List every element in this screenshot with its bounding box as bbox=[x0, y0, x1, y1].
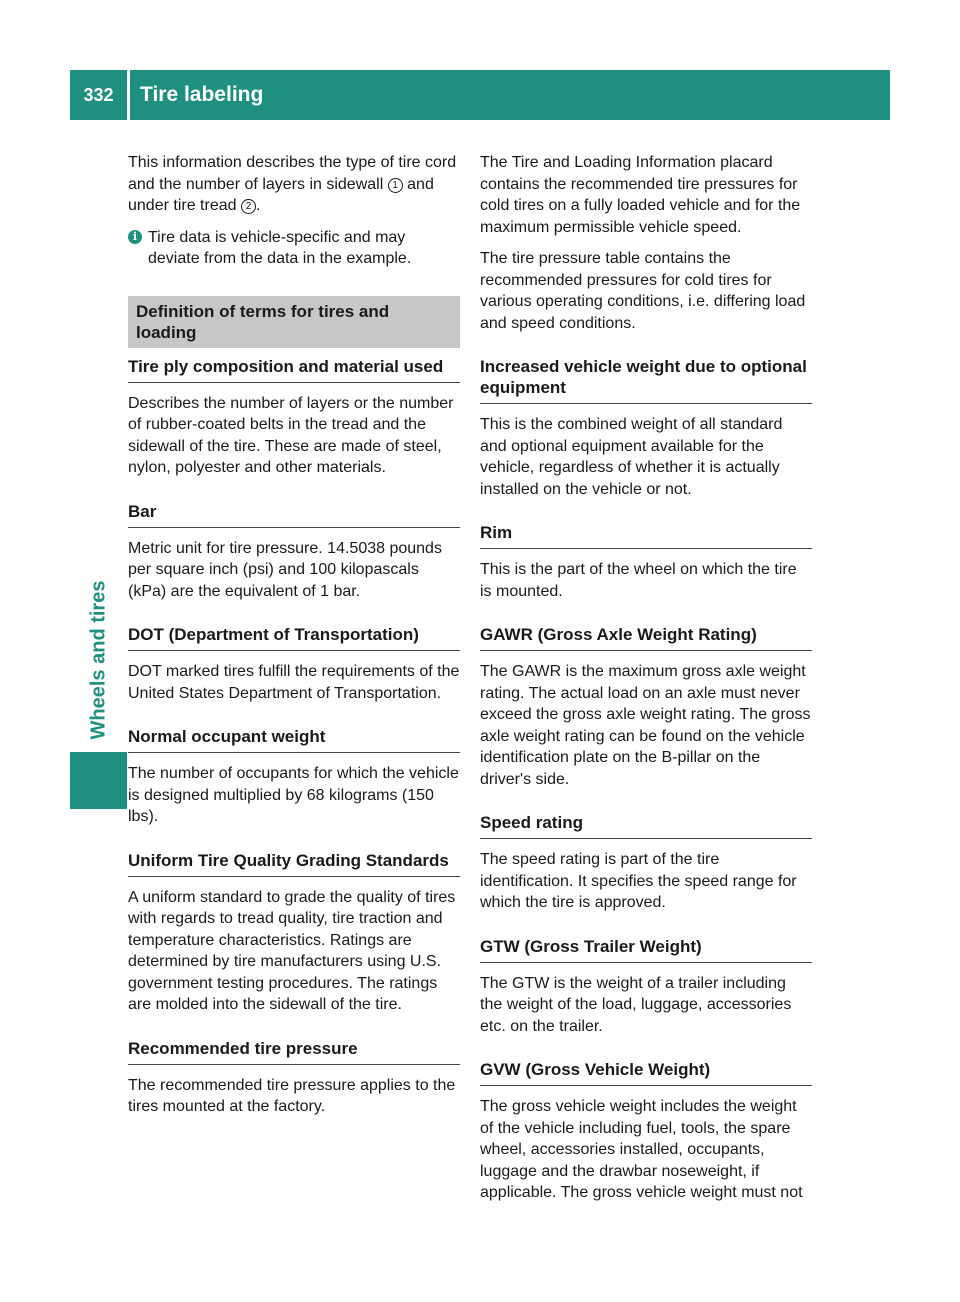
right-column bbox=[480, 152, 812, 1214]
bar-text: Metric unit for tire pressure. 14.5038 pounds per square inch (psi) and 100 kilopascals (kPa) are the equivalent of 1 bar. bbox=[128, 539, 442, 600]
speed-text: The speed rating is part of the tire identification. It specifies the speed range for which the tire is approved. bbox=[480, 851, 797, 911]
info-note-text: Tire data is vehicle-specific and may deviate from the data in the example. bbox=[148, 228, 412, 267]
definition-heading: Definition of terms for tires and loading bbox=[128, 296, 460, 348]
info-note bbox=[128, 227, 460, 270]
increased-heading: Increased vehicle weight due to optional equipment bbox=[480, 356, 812, 404]
chapter-marker bbox=[70, 752, 127, 809]
occupant-text: The number of occupants for which the vehicle is designed multiplied by 68 kilograms (150 lbs). bbox=[128, 765, 459, 825]
recommended-text: The recommended tire pressure applies to the tires mounted at the factory. bbox=[128, 1076, 456, 1115]
dot-heading: DOT (Department of Transportation) bbox=[128, 624, 460, 651]
gawr-heading: GAWR (Gross Axle Weight Rating) bbox=[480, 624, 812, 651]
gvw-text: The gross vehicle weight includes the weight of the vehicle including fuel, tools, the spare wheel, accessories installed, occupants, luggage and the drawbar noseweight, if applicable. The gross vehicle weight must not bbox=[480, 1098, 803, 1201]
marker-1: 1 bbox=[388, 178, 403, 193]
chapter-label: Wheels and tires bbox=[87, 580, 110, 740]
table-text: The tire pressure table contains the recommended pressures for cold tires for various operating conditions, i.e. differing load and speed conditions. bbox=[480, 250, 806, 332]
tire-ply-heading: Tire ply composition and material used bbox=[128, 356, 460, 383]
info-icon: i bbox=[128, 230, 142, 244]
intro-paragraph bbox=[128, 152, 460, 217]
rim-text: This is the part of the wheel on which the tire is mounted. bbox=[480, 561, 797, 600]
increased-text: This is the combined weight of all standard and optional equipment available for the vehicle, regardless of whether it is actually installed on the vehicle or not. bbox=[480, 416, 783, 498]
speed-heading: Speed rating bbox=[480, 812, 812, 839]
recommended-heading: Recommended tire pressure bbox=[128, 1038, 460, 1065]
left-column bbox=[128, 152, 460, 1128]
placard-text: The Tire and Loading Information placard contains the recommended tire pressures for cold tires on a fully loaded vehicle and for the maximum permissible vehicle speed. bbox=[480, 154, 801, 236]
rim-heading: Rim bbox=[480, 522, 812, 549]
intro-text-a: This information describes the type of tire cord and the number of layers in sidewall bbox=[128, 154, 457, 193]
intro-text-b: and under tire tread bbox=[128, 175, 434, 214]
gvw-heading: GVW (Gross Vehicle Weight) bbox=[480, 1059, 812, 1086]
tire-ply-text: Describes the number of layers or the number of rubber-coated belts in the tread and the sidewall of the tire. These are made of steel, nylon, polyester and other materials. bbox=[128, 394, 454, 476]
section-title: Tire labeling bbox=[140, 83, 264, 106]
marker-2: 2 bbox=[241, 199, 256, 214]
intro-text-c: . bbox=[255, 197, 261, 214]
gawr-text: The GAWR is the maximum gross axle weight rating. The actual load on an axle must never exceed the gross axle weight rating. The gross axle weight rating can be found on the vehicle identification plate on the B-pillar on the driver's side. bbox=[480, 663, 811, 788]
dot-text: DOT marked tires fulfill the requirements of the United States Department of Transportation. bbox=[128, 663, 460, 702]
gtw-heading: GTW (Gross Trailer Weight) bbox=[480, 936, 812, 963]
page-number: 332 bbox=[83, 84, 114, 105]
header-separator bbox=[127, 70, 130, 120]
occupant-heading: Normal occupant weight bbox=[128, 726, 460, 753]
utqgs-text: A uniform standard to grade the quality of tires with regards to tread quality, tire traction and temperature characteristics. Ratings are determined by tire manufacturers using U.S. government testing procedures. The ratings are molded into the sidewall of the tire. bbox=[128, 888, 456, 1013]
utqgs-heading: Uniform Tire Quality Grading Standards bbox=[128, 850, 460, 877]
bar-heading: Bar bbox=[128, 501, 460, 528]
gtw-text: The GTW is the weight of a trailer including the weight of the load, luggage, accessories etc. on the trailer. bbox=[480, 974, 792, 1035]
